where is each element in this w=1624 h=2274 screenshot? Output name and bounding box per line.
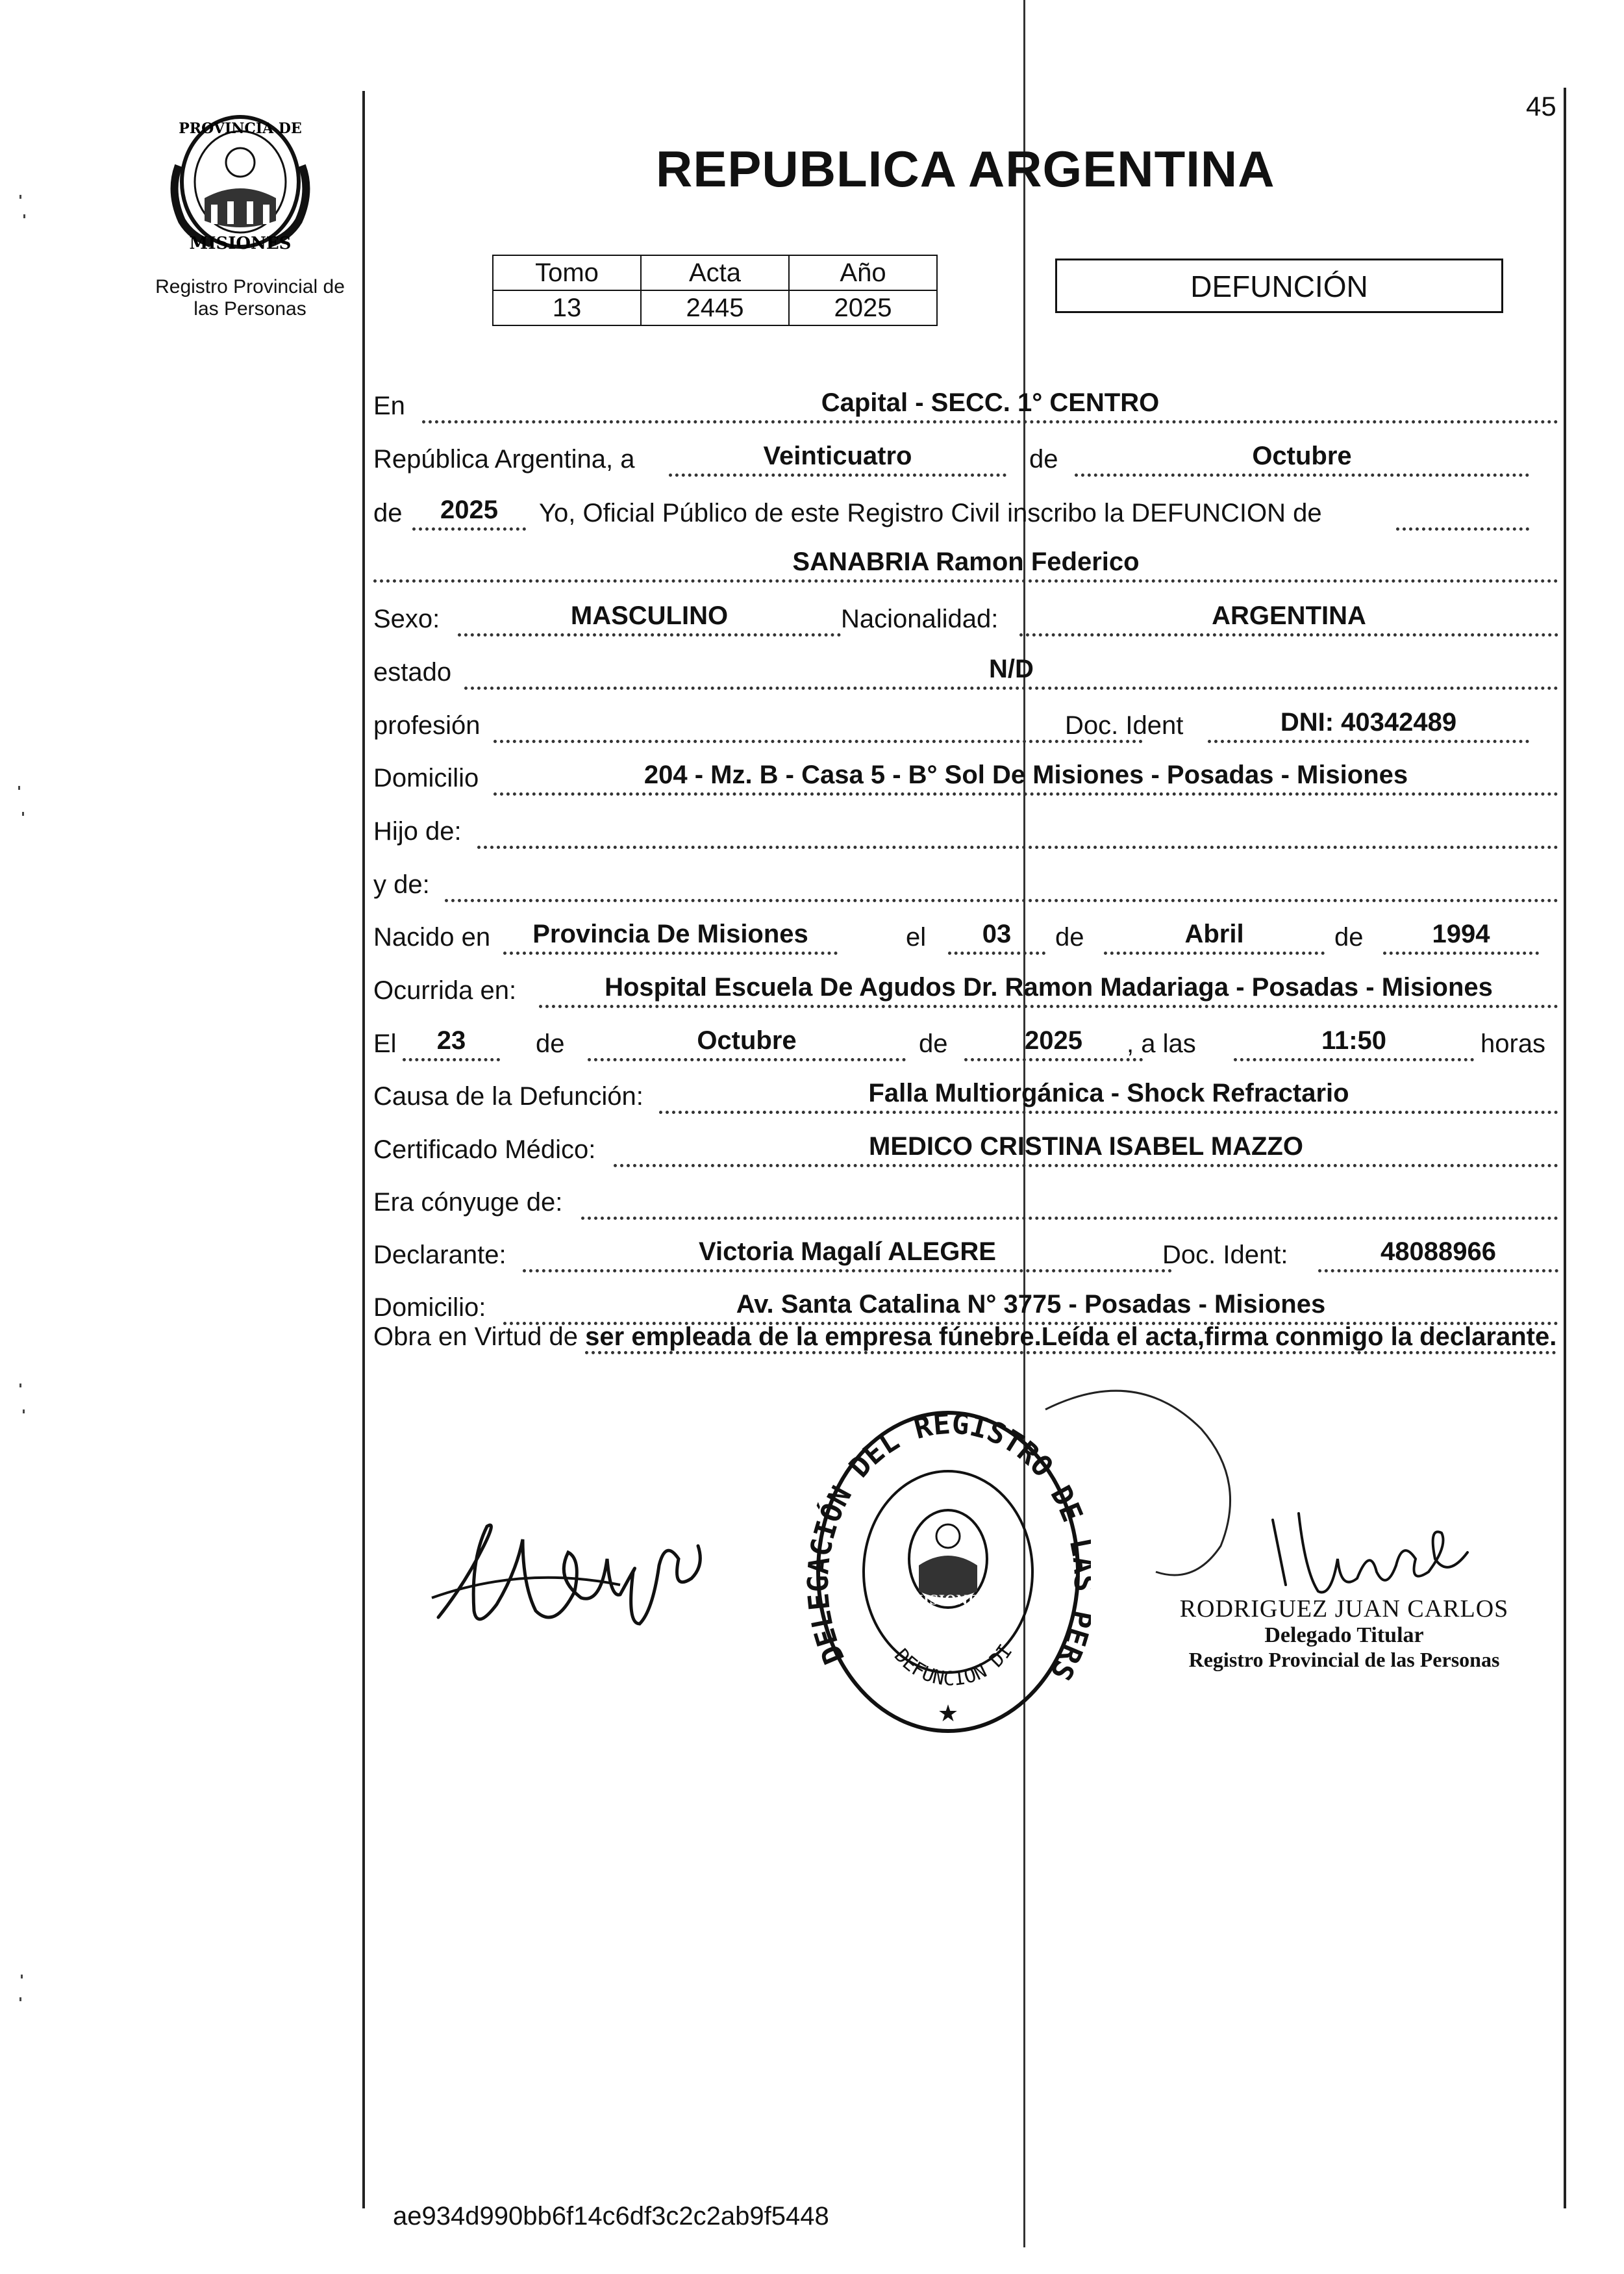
official-role: Delegado Titular [1264, 1623, 1424, 1647]
decl-dom-value: Av. Santa Catalina N° 3775 - Posadas - Misiones [503, 1287, 1558, 1325]
doc-value: DNI: 40342489 [1208, 705, 1529, 743]
oficial-blank [1396, 492, 1529, 531]
yde-label: y de: [373, 870, 430, 899]
official-office: Registro Provincial de las Personas [1188, 1648, 1500, 1671]
en-value: Capital - SECC. 1° CENTRO [422, 385, 1558, 423]
left-margin-line [362, 91, 365, 2208]
decl-doc-value: 48088966 [1318, 1234, 1558, 1272]
hijo-value [477, 811, 1558, 849]
certificado-value: MEDICO CRISTINA ISABEL MAZZO [614, 1129, 1558, 1167]
form-row-nacido [373, 915, 1558, 957]
fallec-mes: Octubre [588, 1023, 906, 1061]
form-row-yde [373, 862, 1558, 905]
form-row-fallecimiento [373, 1021, 1558, 1064]
conyuge-label: Era cónyuge de: [373, 1188, 563, 1217]
form-row-certificado [373, 1127, 1558, 1170]
causa-label: Causa de la Defunción: [373, 1082, 643, 1111]
domicilio-value: 204 - Mz. B - Casa 5 - B° Sol De Misiones - Posadas - Misiones [493, 757, 1558, 796]
form-row-sexo [373, 596, 1558, 639]
page-number: 45 [1526, 91, 1556, 121]
nacido-anio: 1994 [1383, 916, 1539, 955]
table-row [493, 290, 937, 325]
page-title: REPUBLICA ARGENTINA [656, 140, 1275, 197]
official-block [1162, 1595, 1526, 1672]
profesion-label: profesión [373, 711, 481, 740]
de-label: de [1029, 445, 1058, 474]
nacionalidad-value: ARGENTINA [1019, 598, 1558, 637]
anio-header: Año [789, 255, 937, 290]
form-row-estado [373, 650, 1558, 692]
oficial-text: Yo, Oficial Público de este Registro Civil inscribo la DEFUNCION de [539, 499, 1322, 527]
right-margin-line [1564, 88, 1566, 2208]
record-type-box: DEFUNCIÓN [1055, 259, 1503, 313]
obra-label: Obra en Virtud de [373, 1322, 579, 1351]
stamp-outer-text: DELEGACIÓN DEL REGISTRO DE ERS [805, 1407, 1091, 1686]
de3-label: de [536, 1030, 565, 1058]
fallec-anio: 2025 [964, 1023, 1143, 1061]
form-row-declarante [373, 1232, 1558, 1275]
svg-text:MISIONES: MISIONES [189, 234, 292, 253]
de4-label: de [919, 1030, 948, 1058]
acta-value: 2445 [641, 290, 789, 325]
decl-doc-label: Doc. Ident: [1162, 1241, 1288, 1269]
fallec-dia: 23 [403, 1023, 500, 1061]
declarante-value: Victoria Magalí ALEGRE [523, 1234, 1172, 1272]
tomo-header: Tomo [493, 255, 641, 290]
stamp-star-icon: ★ [937, 1700, 959, 1726]
fold-line [1023, 0, 1025, 2247]
form-row-causa [373, 1074, 1558, 1117]
stamp-inner-text: DEFUNCION DI [889, 1640, 1018, 1691]
horas-label: horas [1480, 1030, 1546, 1058]
form-row-en [373, 383, 1558, 426]
yde-value [445, 864, 1558, 902]
declarante-label: Declarante: [373, 1241, 506, 1269]
de1-label: de [1055, 923, 1084, 952]
en-label: En [373, 392, 405, 420]
obra-text: ser empleada de la empresa fúnebre.Leída el acta,firma conmigo la declarante. [585, 1322, 1556, 1354]
alas-label: , a las [1127, 1030, 1196, 1058]
document-hash: ae934d990bb6f14c6df3c2c2ab9f5448 [393, 2202, 829, 2230]
obra-en-virtud [373, 1319, 1562, 1355]
sexo-label: Sexo: [373, 605, 440, 633]
form-row-name [373, 542, 1558, 585]
deceased-name: SANABRIA Ramon Federico [373, 544, 1558, 583]
certificado-label: Certificado Médico: [373, 1135, 596, 1164]
form-row-year [373, 490, 1558, 533]
form-row-ocurrida [373, 968, 1558, 1011]
domicilio-label: Domicilio [373, 764, 479, 792]
year-value: 2025 [412, 492, 526, 531]
nacido-mes: Abril [1104, 916, 1325, 955]
el-label: el [906, 923, 927, 952]
profesion-value [493, 705, 1143, 743]
hora-value: 11:50 [1234, 1023, 1474, 1061]
anio-value: 2025 [789, 290, 937, 325]
republica-label: República Argentina, a [373, 445, 635, 474]
form-row-hijo [373, 809, 1558, 852]
nacido-label: Nacido en [373, 923, 491, 952]
causa-value: Falla Multiorgánica - Shock Refractario [659, 1076, 1558, 1114]
official-name: RODRIGUEZ JUAN CARLOS [1179, 1595, 1509, 1623]
month-value: Octubre [1075, 438, 1529, 477]
nacido-lugar: Provincia De Misiones [503, 916, 838, 955]
sexo-value: MASCULINO [458, 598, 841, 637]
el2-label: El [373, 1030, 397, 1058]
day-words: Veinticuatro [669, 438, 1006, 477]
form-row-date [373, 436, 1558, 479]
svg-text:PROVINCIA DE: PROVINCIA DE [179, 120, 302, 137]
tomo-value: 13 [493, 290, 641, 325]
doc-label: Doc. Ident [1065, 711, 1184, 740]
estado-value: N/D [464, 651, 1558, 690]
form-row-conyuge [373, 1180, 1558, 1222]
ocurrida-label: Ocurrida en: [373, 976, 517, 1005]
ocurrida-value: Hospital Escuela De Agudos Dr. Ramon Madariaga - Posadas - Misiones [539, 970, 1558, 1008]
estado-label: estado [373, 658, 452, 687]
form-row-domicilio [373, 755, 1558, 798]
nacionalidad-label: Nacionalidad: [841, 605, 999, 633]
conyuge-value [581, 1181, 1558, 1220]
year-label: de [373, 499, 403, 527]
table-row [493, 255, 937, 290]
nacido-dia: 03 [948, 916, 1045, 955]
hijo-label: Hijo de: [373, 817, 462, 846]
form-row-profesion [373, 703, 1558, 746]
record-table [492, 255, 938, 326]
registry-name: Registro Provincial de las Personas [155, 276, 345, 320]
acta-header: Acta [641, 255, 789, 290]
decl-dom-label: Domicilio: [373, 1293, 486, 1322]
stamp-center-text: MISIONES [908, 1592, 988, 1608]
declarant-signature [425, 1481, 724, 1643]
de2-label: de [1334, 923, 1364, 952]
province-logo [166, 107, 315, 257]
